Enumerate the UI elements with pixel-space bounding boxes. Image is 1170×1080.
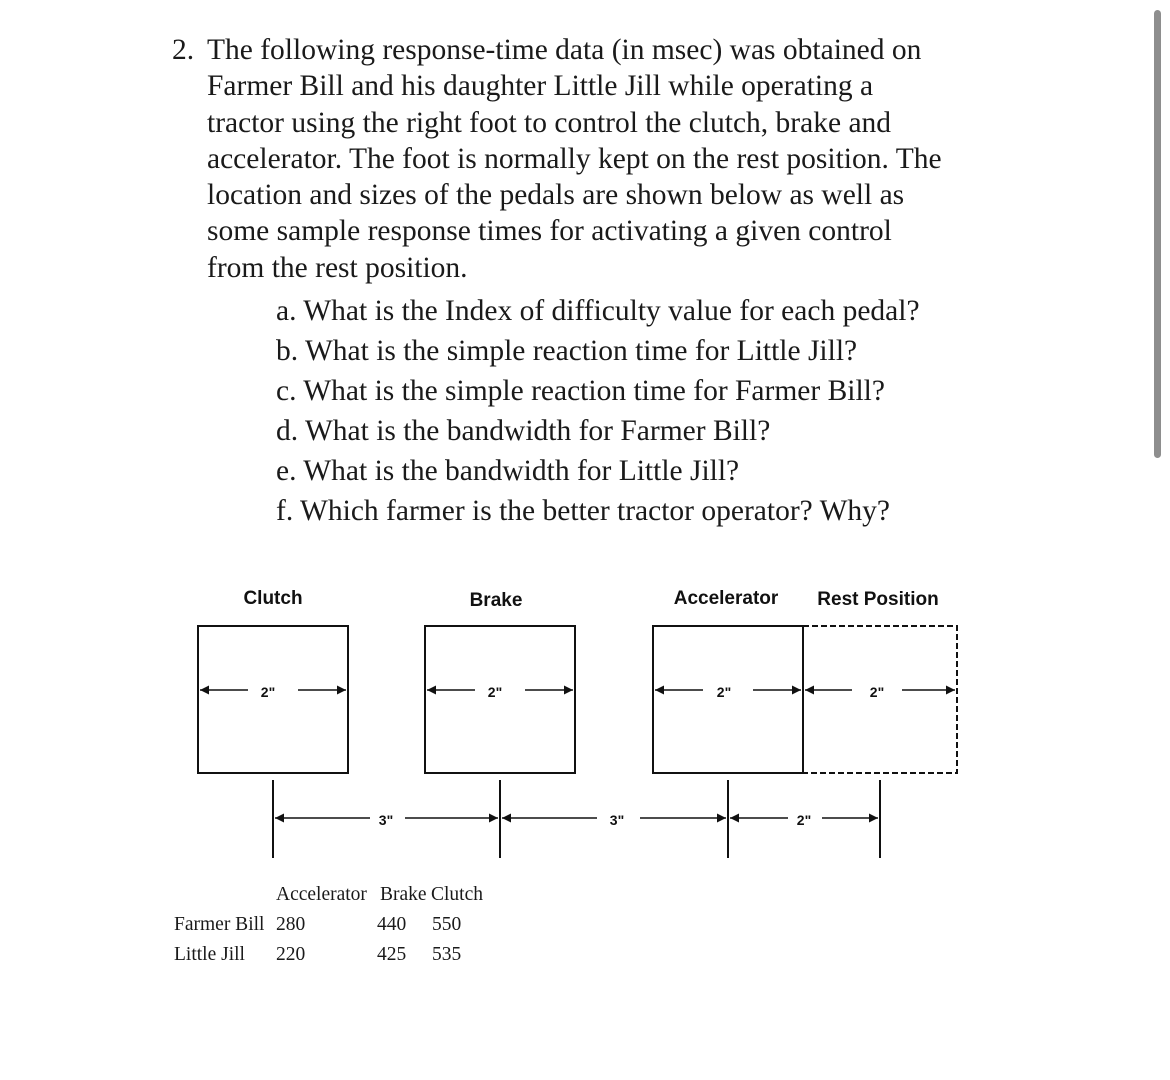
problem-stem (207, 32, 1012, 286)
cell-accelerator: 280 (276, 914, 306, 935)
cell-clutch: 550 (432, 914, 462, 935)
stem-line: location and sizes of the pedals are shown below as well as (207, 179, 905, 212)
cell-clutch: 535 (432, 944, 462, 965)
stem-line: tractor using the right foot to control the clutch, brake and (207, 106, 892, 139)
stem-line: The following response-time data (in msec) was obtained on (207, 34, 922, 66)
brake-accelerator-spacing-label: 3" (609, 812, 625, 828)
header-accelerator: Accelerator (276, 884, 367, 905)
rest-width-label: 2" (869, 684, 885, 700)
question-a: a. What is the Index of difficulty value for each pedal? (276, 295, 920, 327)
stem-line: from the rest position. (207, 251, 468, 284)
question-b: b. What is the simple reaction time for Little Jill? (276, 335, 858, 367)
accelerator-label: Accelerator (673, 588, 779, 609)
brake-width-label: 2" (487, 684, 503, 700)
stem-line: Farmer Bill and his daughter Little Jill while operating a (207, 70, 874, 103)
clutch-brake-spacing-label: 3" (378, 812, 394, 828)
stem-line: some sample response times for activating a given control (207, 215, 892, 248)
question-c: c. What is the simple reaction time for Farmer Bill? (276, 375, 885, 407)
header-brake: Brake (380, 884, 427, 905)
brake-label: Brake (469, 590, 523, 611)
cell-brake: 425 (377, 944, 407, 965)
pedal-diagram (190, 570, 1000, 870)
vertical-scrollbar[interactable] (1154, 10, 1161, 458)
problem-statement (172, 32, 1012, 286)
cell-accelerator: 220 (276, 944, 306, 965)
question-f: f. Which farmer is the better tractor operator? Why? (276, 495, 891, 527)
cell-brake: 440 (377, 914, 407, 935)
question-d: d. What is the bandwidth for Farmer Bill? (276, 415, 771, 447)
question-list (276, 292, 996, 532)
row-name: Little Jill (174, 944, 245, 965)
rest-position-label: Rest Position (817, 589, 939, 610)
accelerator-rest-spacing-label: 2" (796, 812, 812, 828)
question-e: e. What is the bandwidth for Little Jill? (276, 455, 740, 487)
clutch-width-label: 2" (260, 684, 276, 700)
row-name: Farmer Bill (174, 914, 265, 935)
accelerator-width-label: 2" (716, 684, 732, 700)
stem-line: accelerator. The foot is normally kept on the rest position. The (207, 142, 942, 175)
header-clutch: Clutch (431, 884, 483, 905)
problem-number: 2. (172, 34, 195, 66)
clutch-label: Clutch (243, 588, 303, 609)
